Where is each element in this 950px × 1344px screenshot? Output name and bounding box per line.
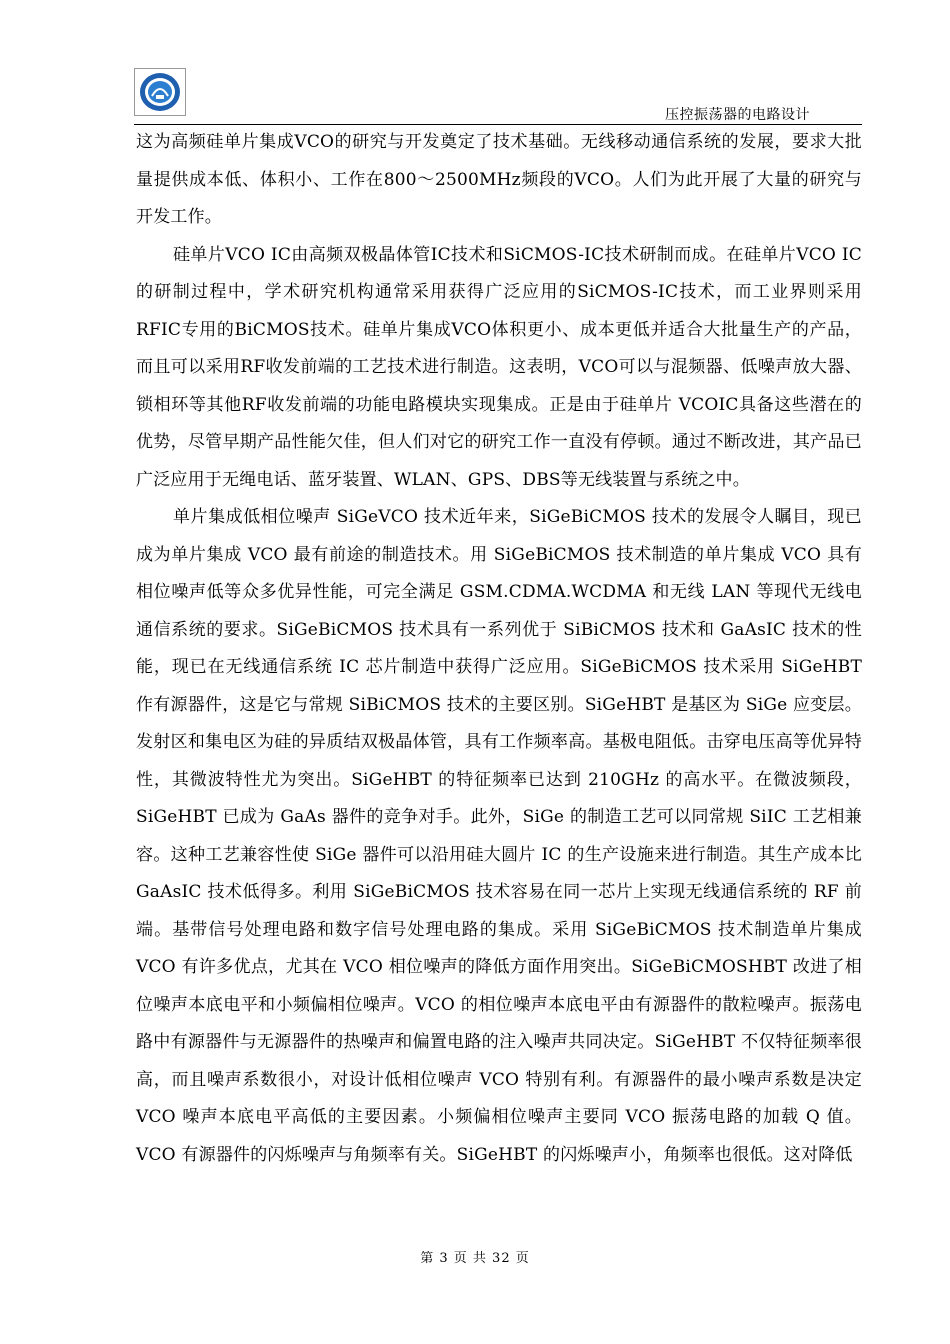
paragraph-2: 硅单片VCO IC由高频双极晶体管IC技术和SiCMOS-IC技术研制而成。在硅单片VCO IC的研制过程中，学术研究机构通常采用获得广泛应用的SiCMOS-IC技术，而工业界则采用RFIC专用的BiCMOS技术。硅单片集成VCO体积更小、成本更低并适合大批量生产的产品，而且可以采用RF收发前端的工艺技术进行制造。这表明，VCO可以与混频器、低噪声放大器、锁相环等其他RF收发前端的功能电路模块实现集成。正是由于硅单片 VCOIC具备这些潜在的优势，尽管早期产品性能欠佳，但人们对它的研究工作一直没有停顿。通过不断改进，其产品已广泛应用于无绳电话、蓝牙装置、WLAN、GPS、DBS等无线装置与系统之中。: [136, 244, 862, 490]
paragraph-3: 单片集成低相位噪声 SiGeVCO 技术近年来，SiGeBiCMOS 技术的发展令人瞩目，现已成为单片集成 VCO 最有前途的制造技术。用 SiGeBiCMOS 技术制造的单片集成 VCO 具有相位噪声低等众多优异性能，可完全满足 GSM.CDMA.WCDMA 和无线 LAN 等现代无线电通信系统的要求。SiGeBiCMOS 技术具有一系列优于 SiBiCMOS 技术和 GaAsIC 技术的性能，现已在无线通信系统 IC 芯片制造中获得广泛应用。SiGeBiCMOS 技术采用 SiGeHBT 作有源器件，这是它与常规 SiBiCMOS 技术的主要区别。SiGeHBT 是基区为 SiGe 应变层。发射区和集电区为硅的异质结双极晶体管，具有工作频率高。基极电阻低。击穿电压高等优异特性，其微波特性尤为突出。SiGeHBT 的特征频率已达到 210GHz 的高水平。在微波频段，SiGeHBT 已成为 GaAs 器件的竞争对手。此外，SiGe 的制造工艺可以同常规 SiIC 工艺相兼容。这种工艺兼容性使 SiGe 器件可以沿用硅大圆片 IC 的生产设施来进行制造。其生产成本比 GaAsIC 技术低得多。利用 SiGeBiCMOS 技术容易在同一芯片上实现无线通信系统的 RF 前端。基带信号处理电路和数字信号处理电路的集成。采用 SiGeBiCMOS 技术制造单片集成 VCO 有许多优点，尤其在 VCO 相位噪声的降低方面作用突出。SiGeBiCMOSHBT 改进了相位噪声本底电平和小频偏相位噪声。VCO 的相位噪声本底电平由有源器件的散粒噪声。振荡电路中有源器件与无源器件的热噪声和偏置电路的注入噪声共同决定。SiGeHBT 不仅特征频率很高，而且噪声系数很小，对设计低相位噪声 VCO 特别有利。有源器件的最小噪声系数是决定 VCO 噪声本底电平高低的主要因素。小频偏相位噪声主要同 VCO 振荡电路的加载 Q 值。VCO 有源器件的闪烁噪声与角频率有关。SiGeHBT 的闪烁噪声小，角频率也很低。这对降低: [136, 507, 862, 1165]
paragraph-1: 这为高频硅单片集成VCO的研究与开发奠定了技术基础。无线移动通信系统的发展，要求大批量提供成本低、体积小、工作在800～2500MHz频段的VCO。人们为此开展了大量的研究与开发工作。: [136, 132, 862, 227]
page-number: 第 3 页 共 32 页: [420, 1251, 530, 1266]
body-text: [136, 124, 862, 1174]
header-title: 压控振荡器的电路设计: [665, 107, 810, 123]
university-emblem-icon: [134, 68, 186, 116]
